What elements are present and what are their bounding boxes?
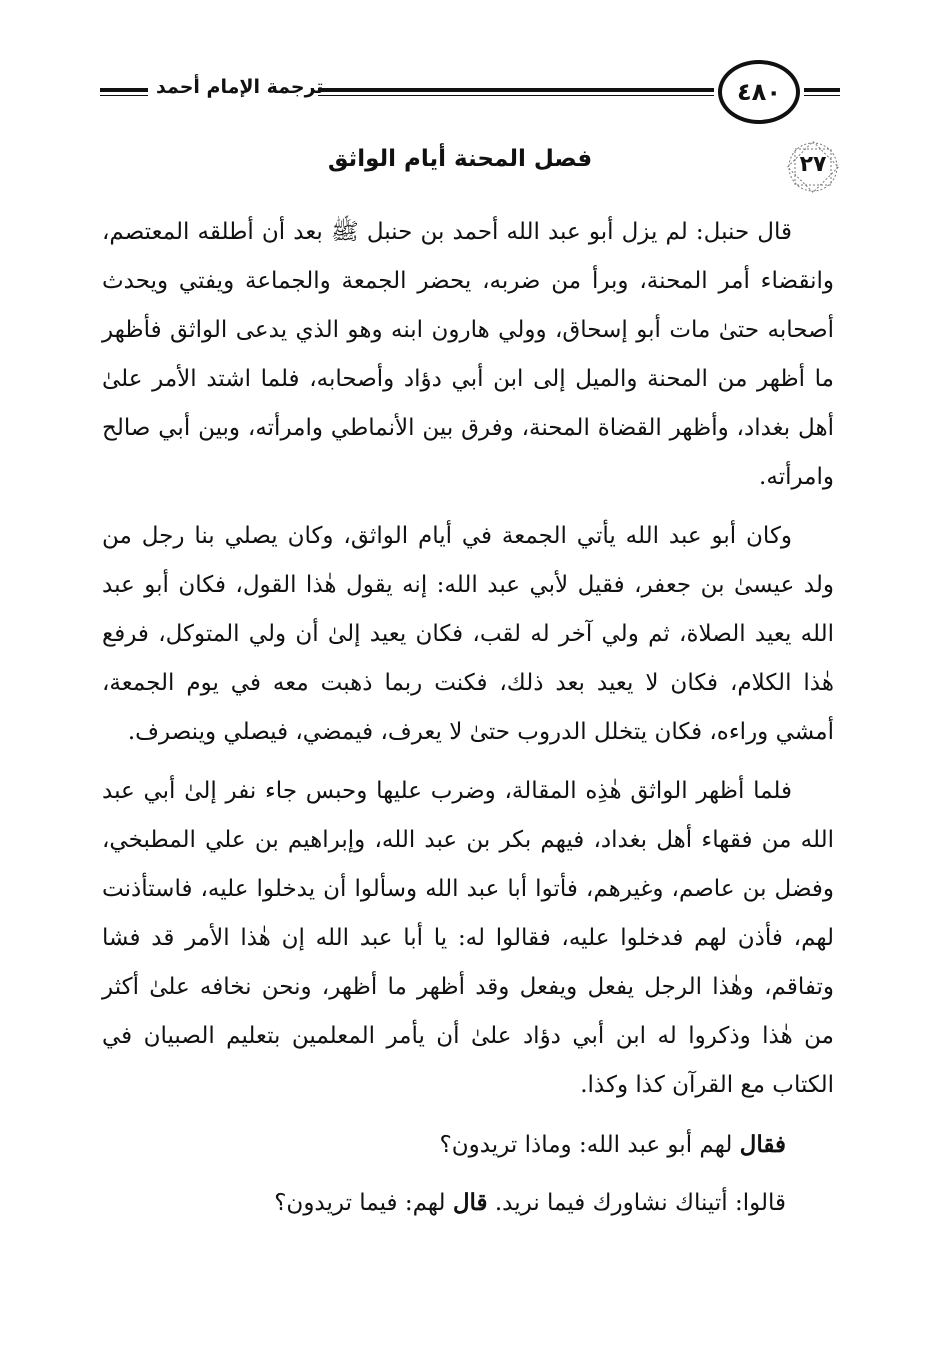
header-rule-middle-thin <box>318 95 714 96</box>
header-rule-left-thin <box>100 95 148 96</box>
header-rule-right-thin <box>804 95 840 96</box>
section-badge <box>784 138 842 196</box>
header-rule-middle <box>318 88 714 92</box>
header-rule-right <box>804 88 840 92</box>
dialogue-text: لهم: فيما تريدون؟ <box>274 1190 453 1216</box>
dialogue-text-pre: قالوا: أتيناك نشاورك فيما نريد. <box>487 1190 786 1216</box>
paragraph-3: فلما أظهر الواثق هٰذِه المقالة، وضرب عليها وحبس جاء نفر إلىٰ أبي عبد الله من فقهاء أهل بغداد، فيهم بكر بن عبد الله، وإبراهيم بن علي المطبخي، وفضل بن عاصم، وغيرهم، فأتوا أبا عبد الله وسألوا أن يدخلوا عليه، فاستأذنت لهم، فأذن لهم فدخلوا عليه، فقالوا له: يا أبا عبد الله إن هٰذا الأمر قد فشا وتفاقم، وهٰذا الرجل يفعل ويفعل وقد أظهر ما أظهر، ونحن نخافه علىٰ أكثر من هٰذا وذكروا له ابن أبي دؤاد علىٰ أن يأمر المعلمين بتعليم الصبيان في الكتاب مع القرآن كذا وكذا. <box>102 778 834 1098</box>
header-rule-left <box>100 88 148 92</box>
paragraph-2: وكان أبو عبد الله يأتي الجمعة في أيام الواثق، وكان يصلي بنا رجل من ولد عيسىٰ بن جعفر، فقيل لأبي عبد الله: إنه يقول هٰذا القول، فكان أبو عبد الله يعيد الصلاة، ثم ولي آخر له لقب، فكان يعيد إلىٰ أن ولي المتوكل، فرفع هٰذا الكلام، فكان لا يعيد بعد ذلك، فكنت ربما ذهبت معه في يوم الجمعة، أمشي وراءه، فكان يتخلل الدروب حتىٰ لا يعرف، فيمضي، فيصلي وينصرف. <box>102 523 834 745</box>
running-title: ترجمة الإمام أحمد <box>156 76 324 98</box>
section-title: فصل المحنة أيام الواثق <box>327 146 593 172</box>
section-number: ٢٧ <box>799 152 827 177</box>
dialogue-line-2 <box>102 1178 834 1228</box>
page-number-ring <box>718 60 800 124</box>
dialogue-line-1 <box>102 1120 834 1170</box>
dialogue-text: لهم أبو عبد الله: وماذا تريدون؟ <box>439 1132 740 1158</box>
dialogue-lead-word: قال <box>452 1189 488 1216</box>
paragraph-1: قال حنبل: لم يزل أبو عبد الله أحمد بن حنبل ﷺ بعد أن أطلقه المعتصم، وانقضاء أمر المحنة، وبرأ من ضربه، يحضر الجمعة والجماعة ويفتي ويحدث أصحابه حتىٰ مات أبو إسحاق، وولي هارون ابنه وهو الذي يدعى الواثق فأظهر ما أظهر من المحنة والميل إلى ابن أبي دؤاد وأصحابه، فلما اشتد الأمر علىٰ أهل بغداد، وأظهر القضاة المحنة، وفرق بين الأنماطي وامرأته، وبين أبي صالح وامرأته. <box>102 219 834 490</box>
body-text <box>102 208 834 1236</box>
dialogue-lead-word: فقال <box>739 1131 786 1158</box>
page-header <box>100 58 840 130</box>
page-number: ٤٨٠ <box>737 78 781 106</box>
